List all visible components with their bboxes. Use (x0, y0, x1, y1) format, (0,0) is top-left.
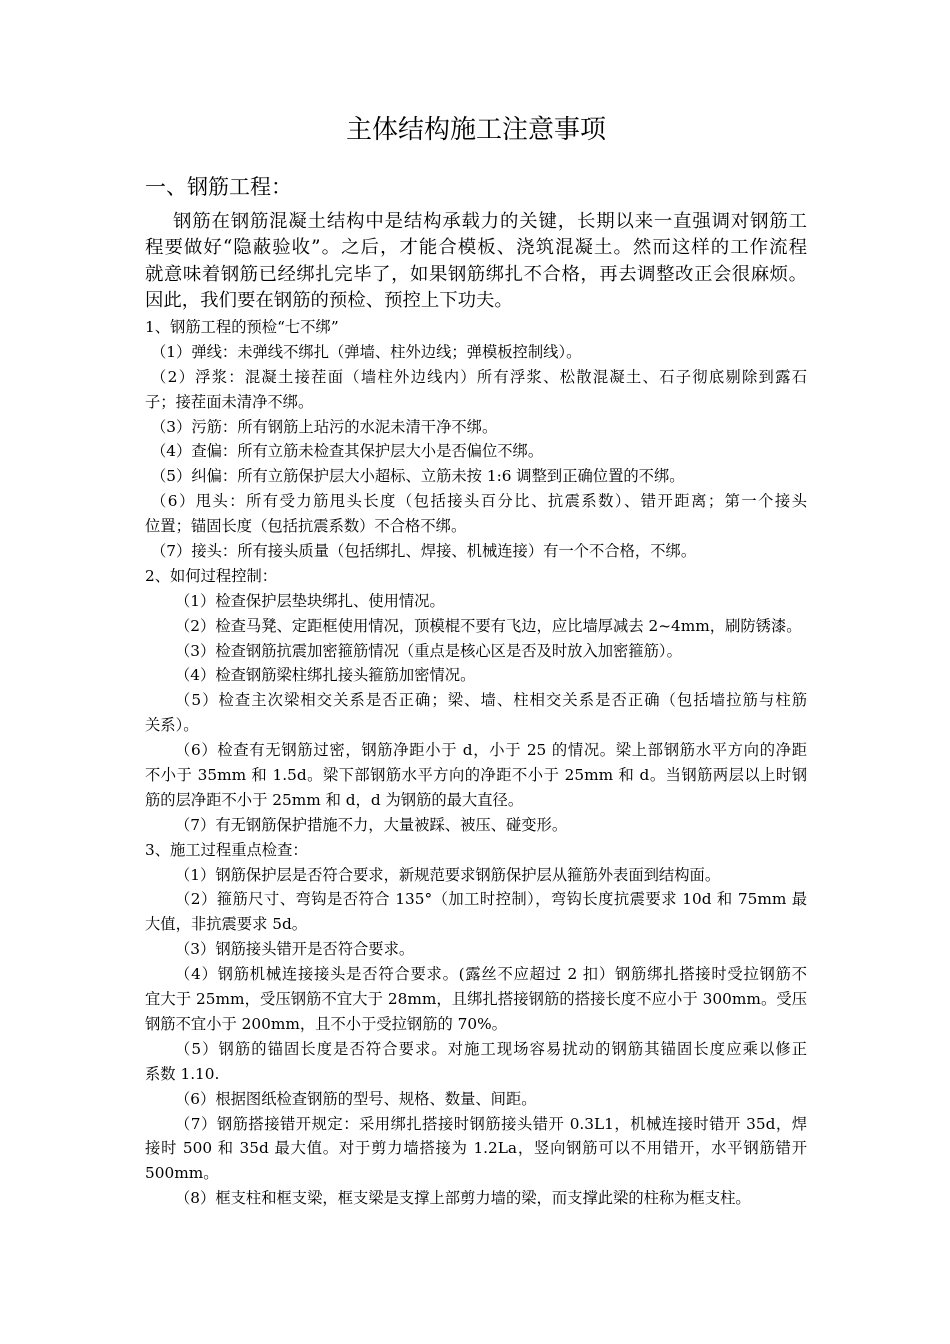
list-item-line: 子；接茬面未清净不绑。 (145, 392, 314, 411)
list-item-line: （5）检查主次梁相交关系是否正确；梁、墙、柱相交关系是否正确（包括墙拉筋与柱筋 (175, 691, 807, 710)
intro-line: 程要做好“隐蔽验收”。之后，才能合模板、浇筑混凝土。然而这样的工作流程 (145, 237, 807, 259)
list-item (145, 365, 807, 415)
list-item-line: （6）甩头：所有受力筋甩头长度（包括接头百分比、抗震系数）、错开距离；第一个接头 (151, 492, 807, 511)
list-item (145, 1112, 807, 1187)
list-item (145, 863, 807, 888)
list-item (145, 663, 807, 688)
subsection-title: 1、钢筋工程的预检“七不绑” (145, 318, 339, 336)
list-item-line: （3）污筋：所有钢筋上玷污的水泥未清干净不绑。 (151, 417, 498, 436)
list-item (145, 639, 807, 664)
list-item (145, 962, 807, 1037)
list-item-line: （2）箍筋尺寸、弯钩是否符合 135°（加工时控制），弯钩长度抗震要求 10d 和 75mm 最 (175, 890, 807, 909)
list-item (145, 1037, 807, 1087)
list-item-line: （7）钢筋搭接错开规定：采用绑扎搭接时钢筋接头错开 0.3L1，机械连接时错开 35d，焊 (175, 1114, 807, 1133)
list-item-line: （3）检查钢筋抗震加密箍筋情况（重点是核心区是否及时放入加密箍筋）。 (175, 641, 682, 660)
list-item-line: 大值，非抗震要求 5d。 (145, 915, 308, 934)
list-item (145, 539, 807, 564)
list-item-line: （5）纠偏：所有立筋保护层大小超标、立筋未按 1:6 调整到正确位置的不绑。 (151, 467, 685, 486)
list-item (145, 439, 807, 464)
list-item (145, 937, 807, 962)
list-item-line: （7）接头：所有接头质量（包括绑扎、焊接、机械连接）有一个不合格，不绑。 (151, 542, 697, 561)
list-item-line: 位置；锚固长度（包括抗震系数）不合格不绑。 (145, 517, 467, 536)
document-body (145, 315, 807, 1211)
list-item (145, 614, 807, 639)
list-item-line: 钢筋不宜小于 200mm，且不小于受拉钢筋的 70%。 (145, 1014, 507, 1033)
list-item (145, 1087, 807, 1112)
list-item-line: （1）弹线：未弹线不绑扎（弹墙、柱外边线；弹模板控制线）。 (151, 342, 582, 361)
list-item-line: （8）框支柱和框支梁，框支梁是支撑上部剪力墙的梁，而支撑此梁的柱称为框支柱。 (175, 1189, 751, 1208)
list-item (145, 887, 807, 937)
list-item-line: 不小于 35mm 和 1.5d。梁下部钢筋水平方向的净距不小于 25mm 和 d。当钢筋两层以上时钢 (145, 766, 807, 785)
intro-line: 因此，我们要在钢筋的预检、预控上下功夫。 (145, 289, 513, 311)
list-item-line: （6）根据图纸检查钢筋的型号、规格、数量、间距。 (175, 1089, 537, 1108)
list-item-line: （4）钢筋机械连接接头是否符合要求。(露丝不应超过 2 扣）钢筋绑扎搭接时受拉钢筋不 (175, 965, 807, 984)
subsection-title: 3、施工过程重点检查： (145, 840, 308, 859)
list-item (145, 738, 807, 813)
intro-line: 钢筋在钢筋混凝土结构中是结构承载力的关键，长期以来一直强调对钢筋工 (173, 211, 807, 232)
list-item (145, 1186, 807, 1211)
list-item-line: （2）浮浆：混凝土接茬面（墙柱外边线内）所有浮浆、松散混凝土、石子彻底剔除到露石 (151, 367, 807, 386)
list-item-line: （7）有无钢筋保护措施不力，大量被踩、被压、碰变形。 (175, 815, 568, 834)
list-item-line: （1）检查保护层垫块绑扎、使用情况。 (175, 591, 445, 610)
list-item-line: 关系）。 (145, 716, 199, 735)
subsection-title: 2、如何过程控制： (145, 566, 278, 585)
list-item-line: （6）检查有无钢筋过密，钢筋净距小于 d，小于 25 的情况。梁上部钢筋水平方向的净距 (175, 741, 807, 760)
section-heading: 一、钢筋工程： (145, 175, 292, 199)
list-item (145, 589, 807, 614)
list-item-line: （1）钢筋保护层是否符合要求，新规范要求钢筋保护层从箍筋外表面到结构面。 (175, 865, 721, 884)
list-item-line: （2）检查马凳、定距框使用情况，顶模棍不要有飞边，应比墙厚减去 2~4mm，刷防锈漆。 (175, 616, 802, 635)
list-item-line: 500mm。 (145, 1164, 219, 1183)
list-item-line: （5）钢筋的锚固长度是否符合要求。对施工现场容易扰动的钢筋其锚固长度应乘以修正 (175, 1039, 807, 1058)
list-item (145, 340, 807, 365)
list-item (145, 415, 807, 440)
intro-paragraph (145, 209, 807, 314)
list-item (145, 464, 807, 489)
list-item (145, 813, 807, 838)
intro-line: 就意味着钢筋已经绑扎完毕了，如果钢筋绑扎不合格，再去调整改正会很麻烦。 (145, 263, 807, 285)
list-item-line: （3）钢筋接头错开是否符合要求。 (175, 940, 415, 959)
list-item-line: 筋的层净距不小于 25mm 和 d，d 为钢筋的最大直径。 (145, 790, 524, 809)
list-item-line: 宜大于 25mm，受压钢筋不宜大于 28mm，且绑扎搭接钢筋的搭接长度不应小于 300mm。受压 (145, 990, 807, 1009)
list-item-line: （4）查偏：所有立筋未检查其保护层大小是否偏位不绑。 (151, 442, 544, 461)
list-item-line: （4）检查钢筋梁柱绑扎接头箍筋加密情况。 (175, 666, 476, 685)
list-item (145, 688, 807, 738)
list-item-line: 系数 1.10. (145, 1064, 220, 1083)
document-title: 主体结构施工注意事项 (345, 115, 606, 145)
list-item (145, 489, 807, 539)
list-item-line: 接时 500 和 35d 最大值。对于剪力墙搭接为 1.2La，竖向钢筋可以不用错开，水平钢筋错开 (145, 1139, 807, 1158)
